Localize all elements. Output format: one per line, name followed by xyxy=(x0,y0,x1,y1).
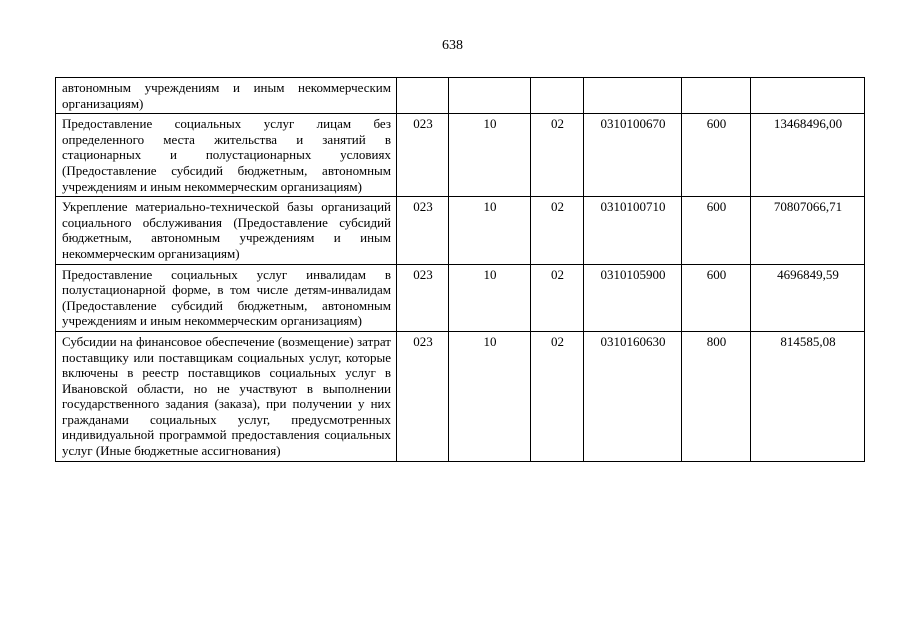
expense-type-code: 800 xyxy=(682,331,751,461)
grbs-code: 023 xyxy=(397,197,449,264)
section-code: 10 xyxy=(449,331,531,461)
amount-value: 814585,08 xyxy=(751,331,865,461)
row-description: Предоставление социальных услуг инвалидам в полустационарной форме, в том числе детям-инвалидам (Предоставление субсидий бюджетным, автономным учреждениям и иным некоммерческим организациям) xyxy=(56,264,397,331)
target-article-code: 0310105900 xyxy=(584,264,682,331)
section-code: 10 xyxy=(449,114,531,197)
target-article-code: 0310100670 xyxy=(584,114,682,197)
table-row xyxy=(56,264,865,331)
subsection-code: 02 xyxy=(531,264,584,331)
table-row xyxy=(56,78,865,114)
row-description: автономным учреждениям и иным некоммерческим организациям) xyxy=(56,78,397,114)
subsection-code: 02 xyxy=(531,114,584,197)
grbs-code: 023 xyxy=(397,264,449,331)
row-description: Предоставление социальных услуг лицам без определенного места жительства и занятий в стационарных и полустационарных условиях (Предоставление субсидий бюджетным, автономным учреждениям и иным некоммерческим организациям) xyxy=(56,114,397,197)
amount-value: 4696849,59 xyxy=(751,264,865,331)
section-code: 10 xyxy=(449,264,531,331)
amount-value xyxy=(751,78,865,114)
subsection-code xyxy=(531,78,584,114)
section-code xyxy=(449,78,531,114)
section-code: 10 xyxy=(449,197,531,264)
subsection-code: 02 xyxy=(531,331,584,461)
expense-type-code: 600 xyxy=(682,197,751,264)
expense-type-code: 600 xyxy=(682,114,751,197)
table-row xyxy=(56,197,865,264)
expense-type-code xyxy=(682,78,751,114)
row-description: Укрепление материально-технической базы организаций социального обслуживания (Предоставление субсидий бюджетным, автономным учреждениям и иным некоммерческим организациям) xyxy=(56,197,397,264)
page-number: 638 xyxy=(442,38,463,53)
expense-type-code: 600 xyxy=(682,264,751,331)
table-row xyxy=(56,331,865,461)
budget-table xyxy=(55,77,865,462)
target-article-code xyxy=(584,78,682,114)
target-article-code: 0310100710 xyxy=(584,197,682,264)
grbs-code: 023 xyxy=(397,331,449,461)
table-row xyxy=(56,114,865,197)
amount-value: 70807066,71 xyxy=(751,197,865,264)
target-article-code: 0310160630 xyxy=(584,331,682,461)
grbs-code: 023 xyxy=(397,114,449,197)
grbs-code xyxy=(397,78,449,114)
amount-value: 13468496,00 xyxy=(751,114,865,197)
row-description: Субсидии на финансовое обеспечение (возмещение) затрат поставщику или поставщикам социальных услуг, которые включены в реестр поставщиков социальных услуг в Ивановской области, но не участвуют в выполнении государственного задания (заказа), при получении у них гражданами социальных услуг, предусмотренных индивидуальной программой предоставления социальных услуг (Иные бюджетные ассигнования) xyxy=(56,331,397,461)
subsection-code: 02 xyxy=(531,197,584,264)
